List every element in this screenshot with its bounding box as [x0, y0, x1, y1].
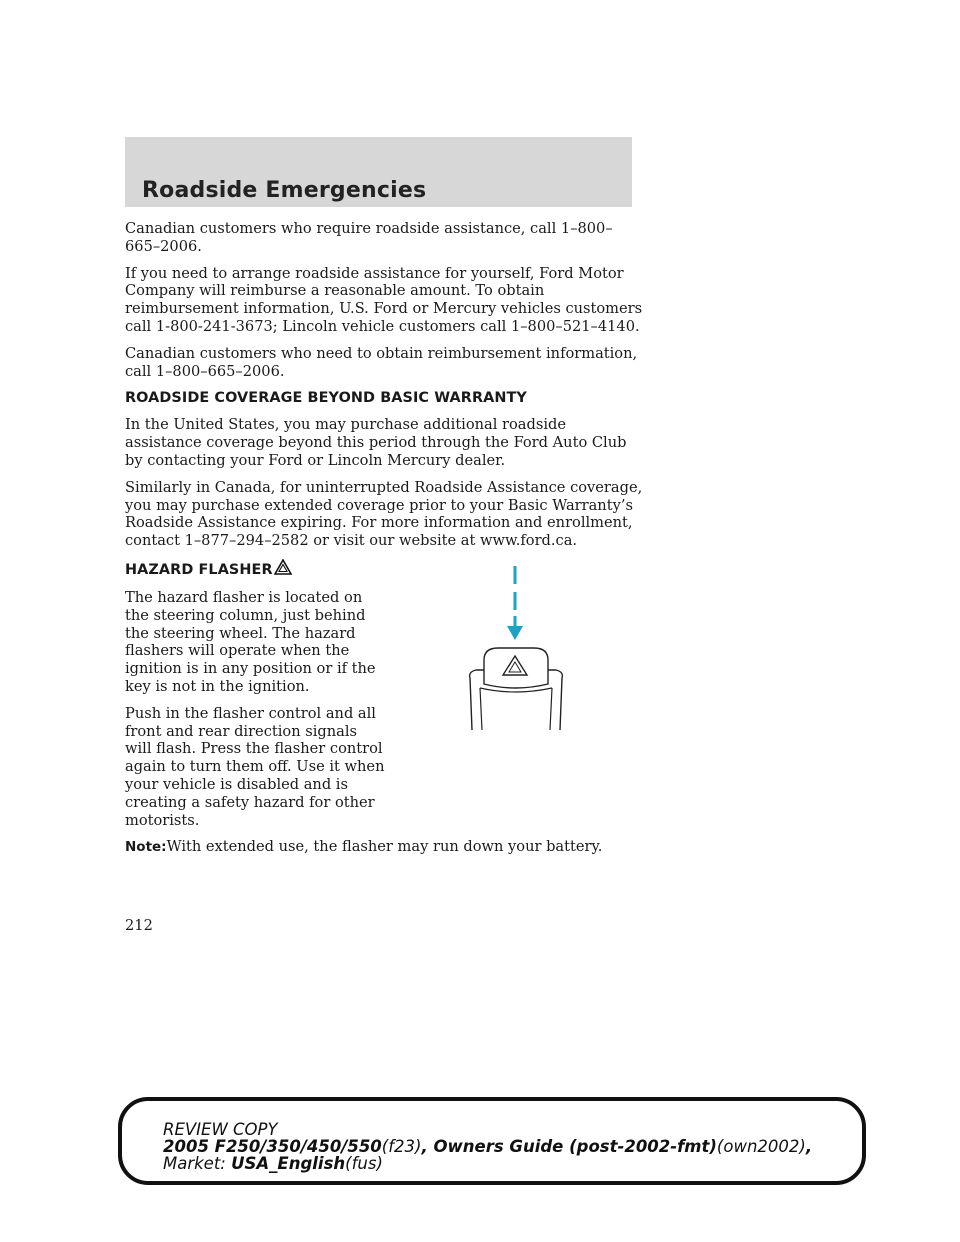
note-text: With extended use, the flasher may run down your battery. [166, 838, 603, 856]
review-guide-code: (own2002) [716, 1137, 806, 1156]
review-copy-model-line [163, 1138, 812, 1155]
paragraph-canadian-reimburse: Canadian customers who need to obtain reimbursement information, call 1–800–665–2006. [125, 344, 638, 380]
hazard-button-illustration [460, 560, 570, 740]
review-copy-market-line [163, 1155, 812, 1172]
paragraph-coverage-us: In the United States, you may purchase additional roadside assistance coverage beyond this period through the Ford Auto Club by contacting your Ford or Lincoln Mercury dealer. [125, 416, 627, 469]
paragraph-coverage-canada: Similarly in Canada, for uninterrupted Roadside Assistance coverage, you may purchase extended coverage prior to your Basic Warranty’s Roadside Assistance expiring. For more information and enrollment, contact 1–877–294–2582 or visit our website at www.ford.ca. [125, 478, 643, 550]
review-guide-separator: , [421, 1137, 434, 1156]
warning-triangle-icon [274, 559, 292, 580]
main-text [125, 220, 645, 866]
review-guide: Owners Guide (post-2002-fmt) [433, 1137, 717, 1156]
note-label: Note: [125, 839, 167, 856]
paragraph-hazard-usage: Push in the flasher control and all front and rear direction signals will flash. Press the flasher control again to turn them off. Use it when your vehicle is disabled and is creating a safety hazard for other motorists. [125, 704, 385, 829]
review-market-code: (fus) [345, 1154, 383, 1173]
heading-coverage: ROADSIDE COVERAGE BEYOND BASIC WARRANTY [125, 390, 527, 407]
review-market-label: Market: [163, 1154, 226, 1173]
review-model-code: (f23) [381, 1137, 422, 1156]
hazard-button-icon [460, 560, 570, 740]
paragraph-reimburse: If you need to arrange roadside assistance for yourself, Ford Motor Company will reimburse a reasonable amount. To obtain reimbursement information, U.S. Ford or Mercury vehicles customers call 1-800-241-3673; Lincoln vehicle customers call 1–800–521–4140. [125, 264, 643, 335]
review-trail: , [805, 1137, 813, 1156]
review-copy-label: REVIEW COPY [163, 1120, 278, 1139]
review-market: USA_English [231, 1154, 346, 1173]
review-model: 2005 F250/350/450/550 [163, 1137, 382, 1156]
heading-hazard-label: HAZARD FLASHER [125, 561, 273, 578]
review-copy-text [163, 1121, 812, 1172]
page-number: 212 [125, 917, 153, 934]
hazard-text-column [125, 589, 387, 829]
page-title: Roadside Emergencies [142, 178, 427, 203]
paragraph-hazard-location: The hazard flasher is located on the steering column, just behind the steering wheel. The hazard flashers will operate when the ignition is in any position or if the key is not in the ignition. [125, 588, 376, 695]
paragraph-canadian-assistance: Canadian customers who require roadside assistance, call 1–800–665–2006. [125, 220, 613, 255]
note [125, 838, 645, 857]
